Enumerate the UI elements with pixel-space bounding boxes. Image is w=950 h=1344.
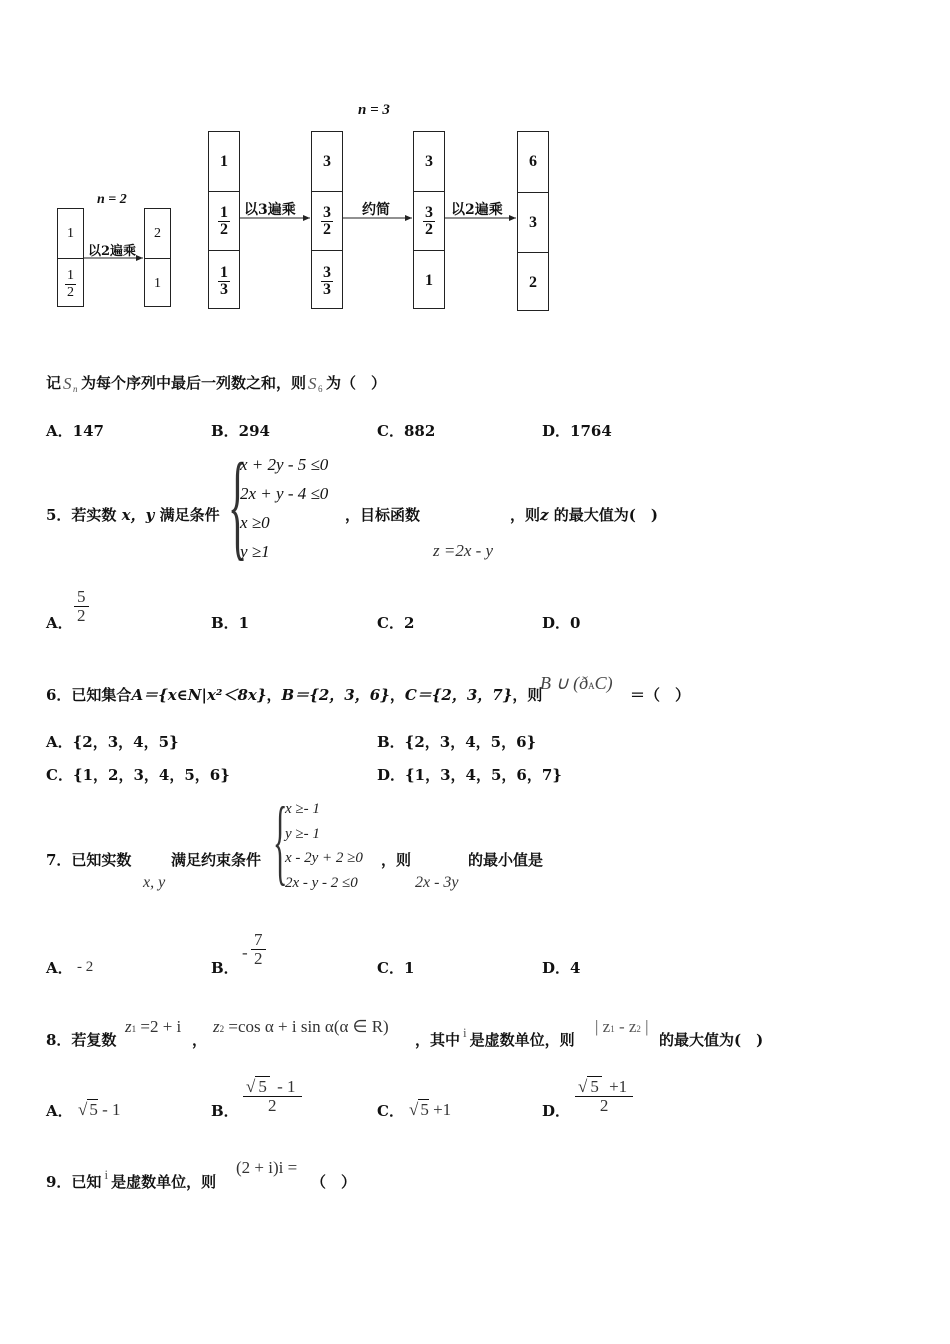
n3-c1-cell-3: 1 3 bbox=[209, 250, 239, 311]
q8-option-a[interactable]: A． bbox=[46, 1102, 73, 1120]
q7-suffix: 的最小值是 bbox=[468, 851, 544, 869]
q6-option-a[interactable]: A．{2，3，4，5} bbox=[46, 733, 179, 751]
q7-brace: { bbox=[273, 789, 288, 896]
n3-c3-cell-3: 1 bbox=[414, 250, 444, 311]
q5-target-label: ，目标函数 bbox=[345, 506, 421, 524]
q4-option-b[interactable]: B．294 bbox=[211, 422, 270, 440]
n3-c2-cell-2: 3 2 bbox=[312, 191, 342, 251]
q7-option-b[interactable]: B． bbox=[211, 959, 239, 977]
q8-option-c-value: √ 5 +1 bbox=[409, 1100, 452, 1119]
n3-c3-cell-2: 3 2 bbox=[414, 191, 444, 251]
q5-option-c[interactable]: C．2 bbox=[377, 614, 415, 632]
q5-option-a-fraction: $\frac{5}{2}$ bbox=[74, 588, 89, 625]
q5-option-a[interactable]: A． bbox=[46, 614, 73, 632]
q6-option-b[interactable]: B．{2，3，4，5，6} bbox=[377, 733, 537, 751]
q8-mid: ，其中 i 是虚数单位，则 bbox=[415, 1025, 575, 1049]
q7-option-b-sign: - bbox=[242, 943, 248, 962]
q5-suffix: ，则z 的最大值为( ) bbox=[510, 506, 658, 524]
q7-option-a[interactable]: A． bbox=[46, 959, 73, 977]
q8-comma: ， bbox=[192, 1031, 208, 1049]
q7-then: ，则 bbox=[381, 851, 412, 869]
question-8-prefix: 8．若复数 bbox=[46, 1031, 117, 1049]
q7-mid: 满足约束条件 bbox=[171, 851, 262, 869]
n3-c1-cell-1: 1 bbox=[220, 152, 228, 170]
q8-option-b-fraction: $\frac{√ 5 - 1}{2}$ bbox=[243, 1078, 302, 1115]
q7-constraints: x ≥- 1 y ≥- 1 x - 2y + 2 ≥0 2x - y - 2 ≤0 bbox=[285, 801, 363, 891]
q8-option-c[interactable]: C． bbox=[377, 1102, 404, 1120]
n3-c1-cell-2: 1 2 bbox=[209, 191, 239, 251]
q8-suffix: 的最大值为( ) bbox=[659, 1031, 764, 1049]
arrow-label-4: 以2遍乘 bbox=[451, 202, 503, 218]
q8-abs-expr: | z1 - z2 | bbox=[595, 1017, 649, 1036]
n3-c4-cell-1: 6 bbox=[529, 153, 537, 170]
q4-option-a[interactable]: A．147 bbox=[46, 422, 104, 440]
q5-brace: { bbox=[228, 437, 248, 572]
q6-option-c[interactable]: C．{1，2，3，4，5，6} bbox=[46, 766, 230, 784]
q6-expression: B ∪ (ðAC) bbox=[540, 673, 613, 693]
q5-option-b[interactable]: B．1 bbox=[211, 614, 250, 632]
q4-option-d[interactable]: D．1764 bbox=[542, 422, 612, 440]
q5-option-d[interactable]: D．0 bbox=[542, 614, 581, 632]
q7-objective: 2x - 3y bbox=[415, 874, 459, 891]
question-7-prefix: 7．已知实数 bbox=[46, 851, 132, 869]
n3-c2-cell-1: 3 bbox=[323, 152, 331, 170]
question-5-stem: 5．若实数 x，y 满足条件 bbox=[46, 506, 220, 524]
q7-option-b-fraction: $\frac{7}{2}$ bbox=[251, 931, 266, 968]
q5-constraints: x + 2y - 5 ≤0 2x + y - 4 ≤0 x ≥0 y ≥1 bbox=[240, 455, 329, 561]
q5-objective: z =2x - y bbox=[433, 541, 494, 560]
n3-c4-cell-2: 3 bbox=[518, 192, 548, 253]
n3-c3-cell-1: 3 bbox=[425, 152, 433, 170]
q7-option-c[interactable]: C．1 bbox=[377, 959, 415, 977]
n3-c2-cell-3: 3 3 bbox=[312, 250, 342, 311]
q7-option-a-value: - 2 bbox=[77, 959, 94, 975]
n2-c1-cell-1: 1 bbox=[67, 225, 74, 241]
n2-label: n = 2 bbox=[97, 192, 127, 207]
arrow-label-2: 以3遍乘 bbox=[244, 202, 296, 218]
q7-vars: x, y bbox=[143, 874, 166, 891]
question-9-stem: 9．已知 i 是虚数单位，则 bbox=[46, 1167, 217, 1191]
q6-suffix: ＝（ ） bbox=[630, 686, 691, 704]
n2-c1-cell-2: 1 2 bbox=[58, 258, 83, 309]
q8-z1: z1 =2 + i bbox=[125, 1017, 182, 1036]
arrow-label-3: 约简 bbox=[362, 202, 390, 218]
q9-suffix: （ ） bbox=[311, 1173, 357, 1191]
arrow-label-1: 以2遍乘 bbox=[88, 244, 137, 259]
n2-c2-cell-1: 2 bbox=[154, 225, 161, 241]
q4-option-c[interactable]: C．882 bbox=[377, 422, 436, 440]
question-6-stem: 6．已知集合A＝{x∈N|x²＜8x}，B＝{2，3，6}，C＝{2，3，7}，则 bbox=[46, 686, 543, 704]
n3-c4-cell-3: 2 bbox=[518, 252, 548, 313]
n3-label: n = 3 bbox=[358, 102, 390, 118]
q7-option-d[interactable]: D．4 bbox=[542, 959, 581, 977]
q8-option-d[interactable]: D． bbox=[542, 1102, 571, 1120]
diagram-arrows bbox=[0, 0, 950, 340]
question-4-stem: 记 S n 为每个序列中最后一列数之和，则 S 6 为（ ） bbox=[46, 374, 387, 394]
q9-expression: (2 + i)i = bbox=[236, 1158, 298, 1177]
q8-option-b[interactable]: B． bbox=[211, 1102, 239, 1120]
q8-option-d-fraction: $\frac{√ 5 +1}{2}$ bbox=[575, 1078, 633, 1115]
q8-z2: z2 =cos α + i sin α(α ∈ R) bbox=[213, 1017, 389, 1036]
q6-option-d[interactable]: D．{1，3，4，5，6，7} bbox=[377, 766, 562, 784]
n2-c2-cell-2: 1 bbox=[145, 258, 170, 309]
q8-option-a-value: √ 5 - 1 bbox=[78, 1100, 121, 1119]
